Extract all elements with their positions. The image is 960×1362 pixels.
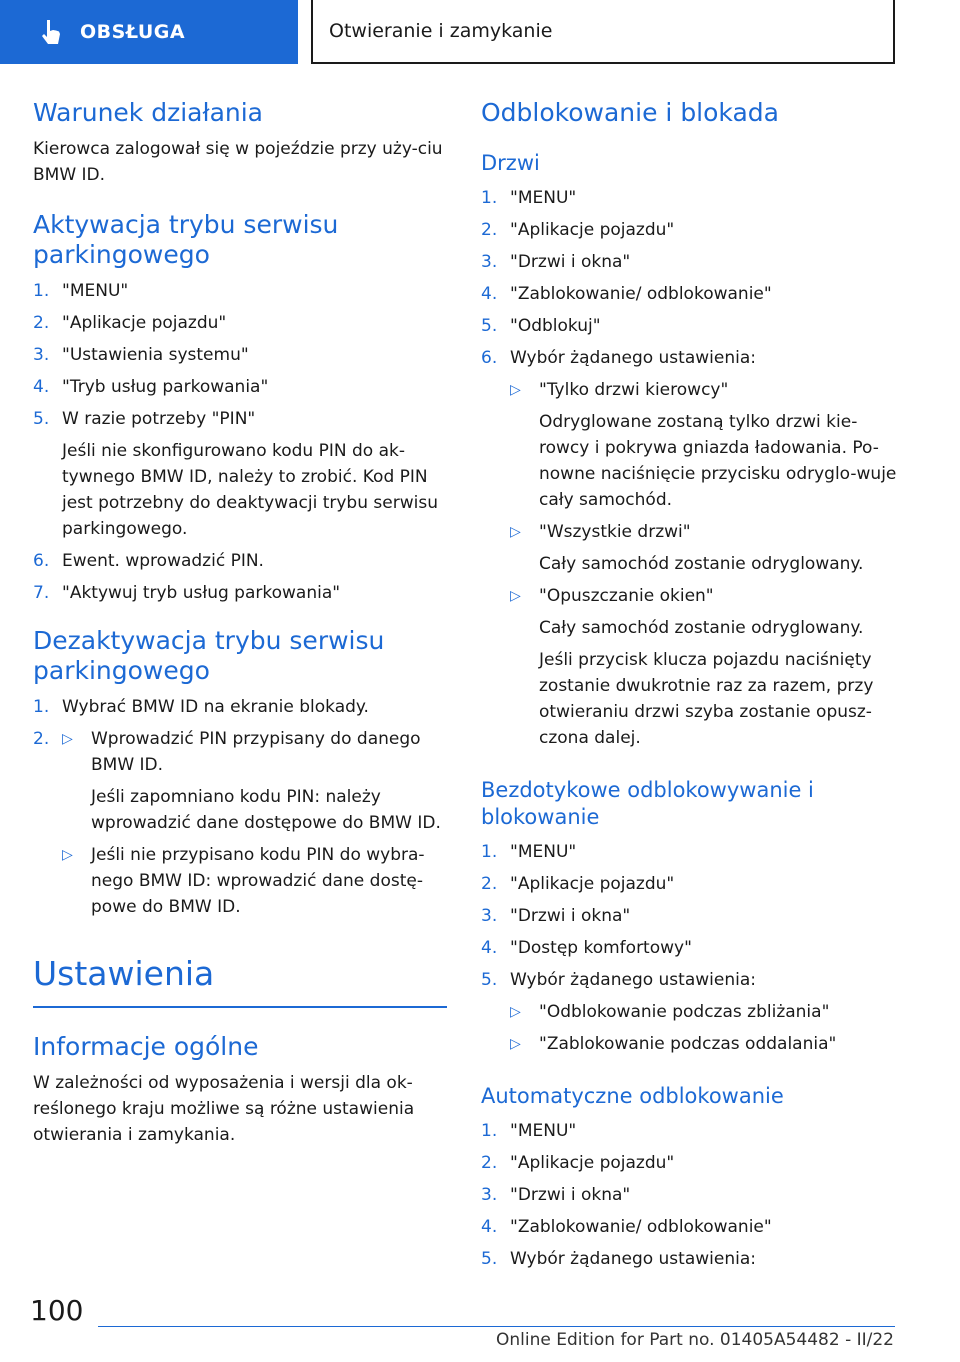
list-item: 2. "Aplikacje pojazdu" <box>481 874 675 894</box>
list-item: ▷ Jeśli nie przypisano kodu PIN do wybra-nego BMW ID: wprowadzić dane dostę-powe do BMW ID. <box>62 842 447 920</box>
triangle-bullet-icon: ▷ <box>510 588 521 604</box>
list-item: 2. "Aplikacje pojazdu" <box>481 1153 675 1173</box>
triangle-bullet-icon: ▷ <box>510 524 521 540</box>
triangle-bullet-icon: ▷ <box>510 1036 521 1052</box>
list-item: 2. "Aplikacje pojazdu" <box>481 220 675 240</box>
list-item: 1. "MENU" <box>481 188 577 208</box>
deactivation-steps <box>33 694 447 926</box>
list-item: 5. "Odblokuj" <box>481 316 601 336</box>
heading-auto-unlock: Automatyczne odblokowanie <box>481 1084 784 1108</box>
list-item: 3. "Drzwi i okna" <box>481 252 631 272</box>
list-item: 3. "Drzwi i okna" <box>481 1185 631 1205</box>
list-item: 6. Wybór żądanego ustawienia: ▷ "Tylko drzwi kierowcy" Odryglowane zostaną tylko drzwi kie-rowcy i pokrywa gniazda ładowania. Po-nowne naciśnięcie przycisku odryglo-wuje cały samochód. ▷ "Wszystkie drzwi" Cały samochód zostanie odryglowany. ▷ "Opuszczanie okien" Cały samochód zostanie odryglowany. Jeśli przycisk klucza pojazdu naciśnięty zostanie dwukrotnie raz za razem, przy otwieraniu drzwi szyba zostanie opusz-czona dalej. <box>481 345 897 757</box>
footer-divider <box>98 1326 895 1327</box>
list-item: 1. "MENU" <box>481 1121 577 1141</box>
heading-general: Informacje ogólne <box>33 1032 259 1061</box>
list-item: 4. "Zablokowanie/ odblokowanie" <box>481 284 772 304</box>
list-item: ▷ "Odblokowanie podczas zbliżania" <box>510 999 897 1025</box>
heading-settings: Ustawienia <box>33 954 215 993</box>
triangle-bullet-icon: ▷ <box>62 847 73 863</box>
list-item: 5. Wybór żądanego ustawienia: ▷ "Odblokowanie podczas zbliżania" ▷ "Zablokowanie podczas oddalania" <box>481 967 897 1063</box>
heading-doors: Drzwi <box>481 151 540 175</box>
hand-pointer-icon <box>36 17 66 47</box>
keyless-options <box>510 999 897 1057</box>
list-item: 1. "MENU" <box>481 842 577 862</box>
list-item: 2. "Aplikacje pojazdu" <box>33 313 227 333</box>
list-item: ▷ "Opuszczanie okien" Cały samochód zostanie odryglowany. Jeśli przycisk klucza pojazdu naciśnięty zostanie dwukrotnie raz za razem, przy otwieraniu drzwi szyba zostanie opusz-czona dalej. <box>510 583 897 751</box>
doors-options <box>510 377 897 751</box>
triangle-bullet-icon: ▷ <box>510 1004 521 1020</box>
chapter-title-box <box>311 0 895 64</box>
list-item: 5. Wybór żądanego ustawienia: <box>481 1249 756 1269</box>
list-item: 4. "Zablokowanie/ odblokowanie" <box>481 1217 772 1237</box>
triangle-bullet-icon: ▷ <box>62 731 73 747</box>
auto-unlock-steps <box>481 1118 897 1272</box>
list-item: 2. ▷ Wprowadzić PIN przypisany do danego BMW ID. Jeśli zapomniano kodu PIN: należy wprowadzić dane dostępowe do BMW ID. ▷ Jeśli nie przypisano kodu PIN do wybra-nego BMW ID: wprowadzić dane dostę-powe do BMW ID. <box>33 726 447 926</box>
list-item: 4. "Tryb usług parkowania" <box>33 377 269 397</box>
list-item: 6. Ewent. wprowadzić PIN. <box>33 551 264 571</box>
list-item: ▷ "Wszystkie drzwi" Cały samochód zostanie odryglowany. <box>510 519 897 577</box>
deactivation-options <box>62 726 447 920</box>
list-item: ▷ Wprowadzić PIN przypisany do danego BMW ID. Jeśli zapomniano kodu PIN: należy wprowadzić dane dostępowe do BMW ID. <box>62 726 447 836</box>
triangle-bullet-icon: ▷ <box>510 382 521 398</box>
heading-keyless: Bezdotykowe odblokowywanie i blokowanie <box>481 778 814 829</box>
list-item: 4. "Dostęp komfortowy" <box>481 938 692 958</box>
section-tab <box>0 0 298 64</box>
list-item: ▷ "Tylko drzwi kierowcy" Odryglowane zostaną tylko drzwi kie-rowcy i pokrywa gniazda ładowania. Po-nowne naciśnięcie przycisku odryglo-wuje cały samochód. <box>510 377 897 513</box>
list-item: 5. W razie potrzeby "PIN" Jeśli nie skonfigurowano kodu PIN do ak-tywnego BMW ID, należy to zrobić. Kod PIN jest potrzebny do deaktywacji trybu serwisu parkingowego. <box>33 406 447 542</box>
chapter-title: Otwieranie i zamykanie <box>329 20 553 42</box>
heading-unlock-lock: Odblokowanie i blokada <box>481 98 779 127</box>
list-item: 1. Wybrać BMW ID na ekranie blokady. <box>33 697 369 717</box>
heading-deactivation: Dezaktywacja trybu serwisu parkingowego <box>33 626 385 685</box>
page-number: 100 <box>30 1294 84 1327</box>
list-item: 7. "Aktywuj tryb usług parkowania" <box>33 583 341 603</box>
right-column <box>481 98 897 1278</box>
list-item: 3. "Ustawienia systemu" <box>33 345 249 365</box>
heading-condition: Warunek działania <box>33 98 264 127</box>
left-column <box>33 98 447 1148</box>
activation-steps <box>33 278 447 606</box>
doors-steps <box>481 185 897 757</box>
condition-text: Kierowca zalogował się w pojeździe przy uży-ciu BMW ID. <box>33 139 443 185</box>
keyless-steps <box>481 839 897 1063</box>
section-tab-label: OBSŁUGA <box>80 21 186 43</box>
step-note: Jeśli nie skonfigurowano kodu PIN do ak-tywnego BMW ID, należy to zrobić. Kod PIN jest potrzebny do deaktywacji trybu serwisu parkingowego. <box>62 441 438 539</box>
general-text: W zależności od wyposażenia i wersji dla ok-reślonego kraju możliwe są różne ustawienia otwierania i zamykania. <box>33 1073 415 1145</box>
list-item: 1. "MENU" <box>33 281 129 301</box>
footer-edition: Online Edition for Part no. 01405A54482 - II/22 <box>495 1330 894 1350</box>
heading-activation: Aktywacja trybu serwisu parkingowego <box>33 210 339 269</box>
list-item: ▷ "Zablokowanie podczas oddalania" <box>510 1031 897 1057</box>
list-item: 3. "Drzwi i okna" <box>481 906 631 926</box>
section-divider <box>33 1006 447 1008</box>
